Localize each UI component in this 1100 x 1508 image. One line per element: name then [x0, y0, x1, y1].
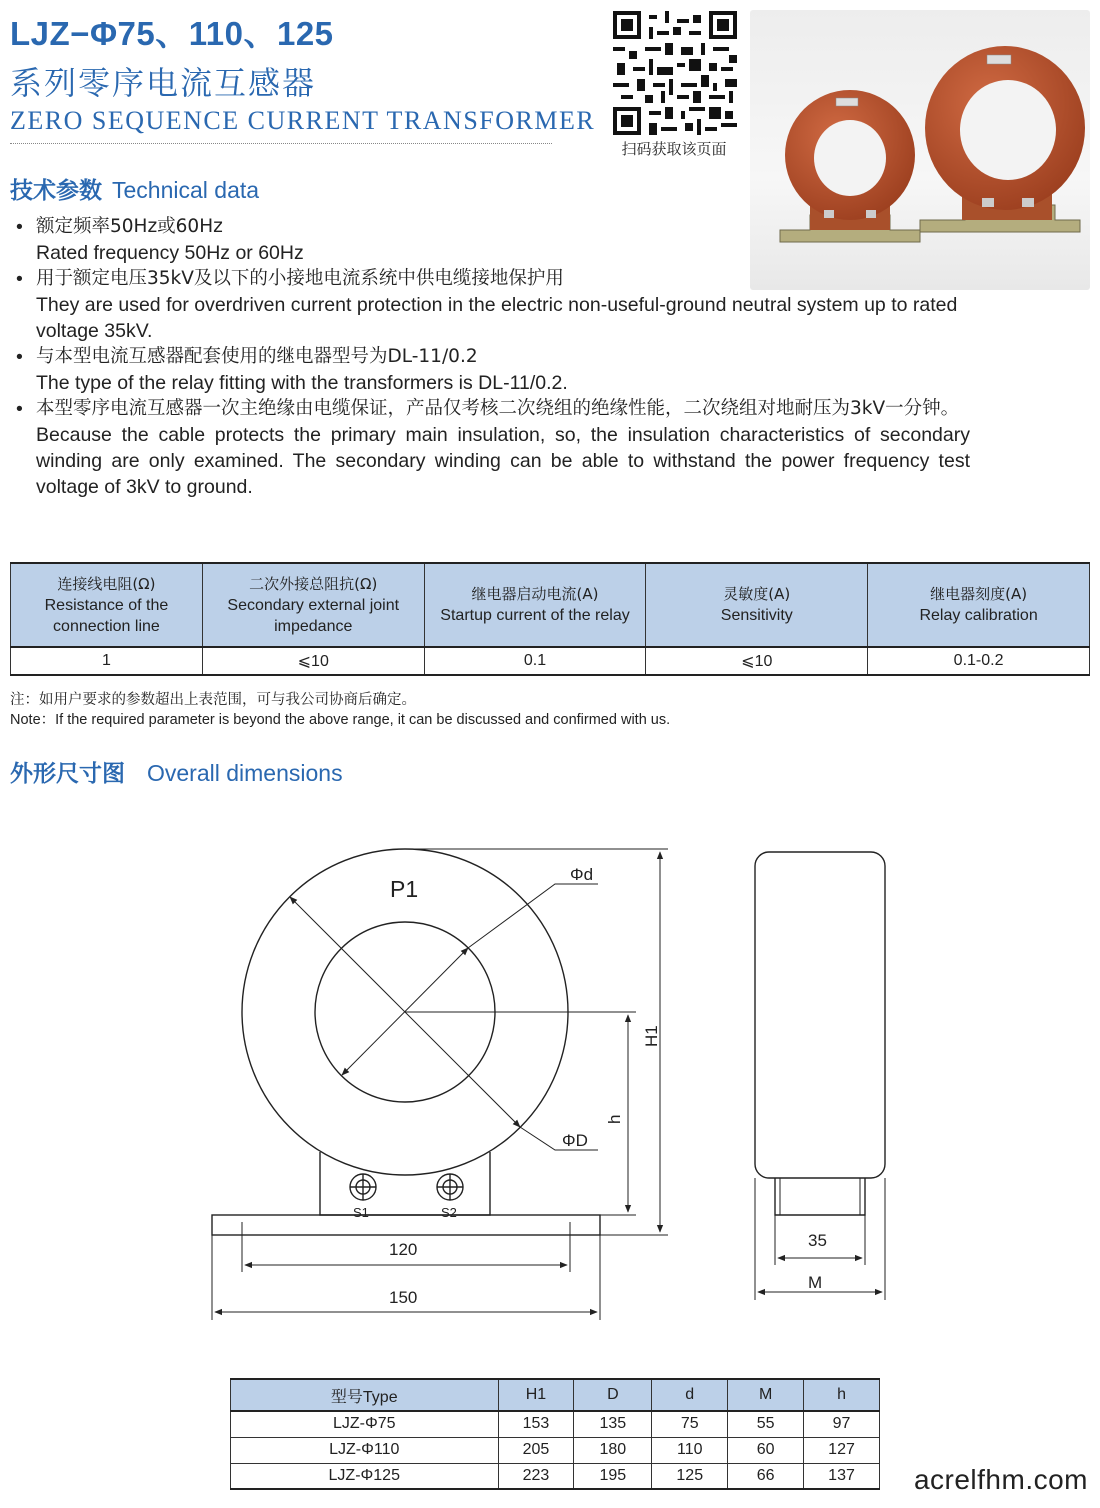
- dims-heading-en: Overall dimensions: [147, 760, 343, 786]
- tech-table: [10, 562, 1090, 676]
- dim-col-header: D: [574, 1379, 652, 1411]
- tech-col-header: [202, 563, 424, 647]
- dim-col-header: d: [652, 1379, 728, 1411]
- label-m: M: [808, 1273, 823, 1292]
- dim-col-header: h: [804, 1379, 880, 1411]
- spec-item: [14, 214, 970, 266]
- table-cell: 127: [804, 1437, 880, 1463]
- col-header-cn: 灵敏度(A): [723, 585, 791, 603]
- table-cell: ⩽10: [202, 647, 424, 675]
- label-s1: S1: [353, 1205, 369, 1220]
- label-s2: S2: [441, 1205, 457, 1220]
- label-35: 35: [808, 1231, 827, 1250]
- table-cell: 205: [498, 1437, 574, 1463]
- tech-data-heading: [10, 172, 259, 205]
- spec-cn: • 与本型电流互感器配套使用的继电器型号为DL-11/0.2: [36, 346, 478, 367]
- table-cell: 180: [574, 1437, 652, 1463]
- dim-col-header: H1: [498, 1379, 574, 1411]
- table-row: [231, 1463, 880, 1489]
- label-120: 120: [389, 1240, 418, 1259]
- spec-cn: • 本型零序电流互感器一次主绝缘由电缆保证，产品仅考核二次绕组的绝缘性能，二次绕组对地耐压为3kV一分钟。: [36, 398, 960, 419]
- table-cell: 195: [574, 1463, 652, 1489]
- spec-item: [14, 266, 970, 344]
- spec-en: Rated frequency 50Hz or 60Hz: [36, 242, 304, 264]
- label-p1: P1: [390, 876, 419, 902]
- table-cell: LJZ-Φ75: [231, 1411, 499, 1437]
- table-cell: 125: [652, 1463, 728, 1489]
- col-header-en: Sensitivity: [720, 607, 793, 624]
- table-cell: 60: [728, 1437, 804, 1463]
- base-plate: [212, 1215, 600, 1235]
- spec-en: They are used for overdriven current protection in the electric non-useful-ground neutral system up to rated voltage 35kV.: [36, 294, 958, 342]
- table-cell: 110: [652, 1437, 728, 1463]
- dimension-drawing: [0, 800, 1100, 1360]
- table-cell: 135: [574, 1411, 652, 1437]
- title-en: ZERO SEQUENCE CURRENT TRANSFORMER: [10, 106, 596, 135]
- title-cn: 系列零序电流互感器: [10, 64, 317, 102]
- label-h: h: [605, 1114, 624, 1124]
- spec-cn: • 额定频率50Hz或60Hz: [36, 216, 223, 237]
- tech-col-header: [11, 563, 203, 647]
- dimensions-table: [230, 1378, 880, 1490]
- table-row: [231, 1411, 880, 1437]
- table-cell: 1: [11, 647, 203, 675]
- table-cell: LJZ-Φ110: [231, 1437, 499, 1463]
- table-cell: 75: [652, 1411, 728, 1437]
- tech-col-header: [868, 563, 1090, 647]
- table-row: [231, 1437, 880, 1463]
- col-header-cn: 连接线电阻(Ω): [57, 574, 156, 593]
- tech-heading-en: Technical data: [112, 177, 260, 203]
- spec-cn: • 用于额定电压35kV及以下的小接地电流系统中供电缆接地保护用: [36, 268, 564, 289]
- qr-code-icon[interactable]: [612, 10, 736, 134]
- label-h1: H1: [642, 1025, 661, 1047]
- table-cell: 66: [728, 1463, 804, 1489]
- spec-item: [14, 396, 970, 500]
- base-body: [320, 1152, 490, 1215]
- col-header-cn: 继电器刻度(A): [930, 585, 1028, 603]
- table-cell: 0.1: [424, 647, 646, 675]
- table-cell: 137: [804, 1463, 880, 1489]
- dims-heading-cn: 外形尺寸图: [10, 761, 125, 787]
- table-cell: 153: [498, 1411, 574, 1437]
- side-view-body: [755, 852, 885, 1178]
- spec-item: [14, 344, 970, 396]
- title-divider: [10, 143, 552, 144]
- col-header-en: Relay calibration: [919, 607, 1038, 624]
- table-cell: 55: [728, 1411, 804, 1437]
- table-cell: 223: [498, 1463, 574, 1489]
- dims-heading: [10, 755, 343, 788]
- label-phi-d: Φd: [570, 865, 594, 884]
- table-cell: ⩽10: [646, 647, 868, 675]
- note-en: Note：If the required parameter is beyond the above range, it can be discussed and confirmed with us.: [10, 712, 671, 728]
- spec-list: [14, 214, 970, 500]
- col-header-en: Secondary external joint impedance: [227, 596, 400, 635]
- tech-heading-cn: 技术参数: [10, 178, 102, 204]
- table-cell: LJZ-Φ125: [231, 1463, 499, 1489]
- qr-caption: 扫码获取该页面: [621, 140, 727, 158]
- dim-col-header: M: [728, 1379, 804, 1411]
- note-cn: 注：如用户要求的参数超出上表范围，可与我公司协商后确定。: [10, 692, 416, 708]
- website-link[interactable]: acrelfhm.com: [913, 1464, 1088, 1495]
- spec-en: Because the cable protects the primary main insulation, so, the insulation characteristics of secondary winding are only examined. The secondary winding can be able to withstand the power frequency test voltage of 3kV to ground.: [36, 424, 970, 498]
- tech-col-header: [646, 563, 868, 647]
- spec-en: The type of the relay fitting with the transformers is DL-11/0.2.: [36, 372, 568, 394]
- dim-col-header: 型号Type: [231, 1379, 499, 1411]
- label-phi-D: ΦD: [562, 1131, 588, 1150]
- col-header-en: Startup current of the relay: [440, 607, 630, 624]
- col-header-en: Resistance of the connection line: [44, 596, 169, 635]
- table-cell: 97: [804, 1411, 880, 1437]
- col-header-cn: 继电器启动电流(A): [471, 585, 599, 603]
- label-150: 150: [389, 1288, 418, 1307]
- col-header-cn: 二次外接总阻抗(Ω): [249, 574, 378, 593]
- table-cell: 0.1-0.2: [868, 647, 1090, 675]
- tech-col-header: [424, 563, 646, 647]
- table-row: [11, 647, 1090, 675]
- note: [10, 690, 670, 730]
- model-title: LJZ−Φ75、110、125: [10, 15, 334, 52]
